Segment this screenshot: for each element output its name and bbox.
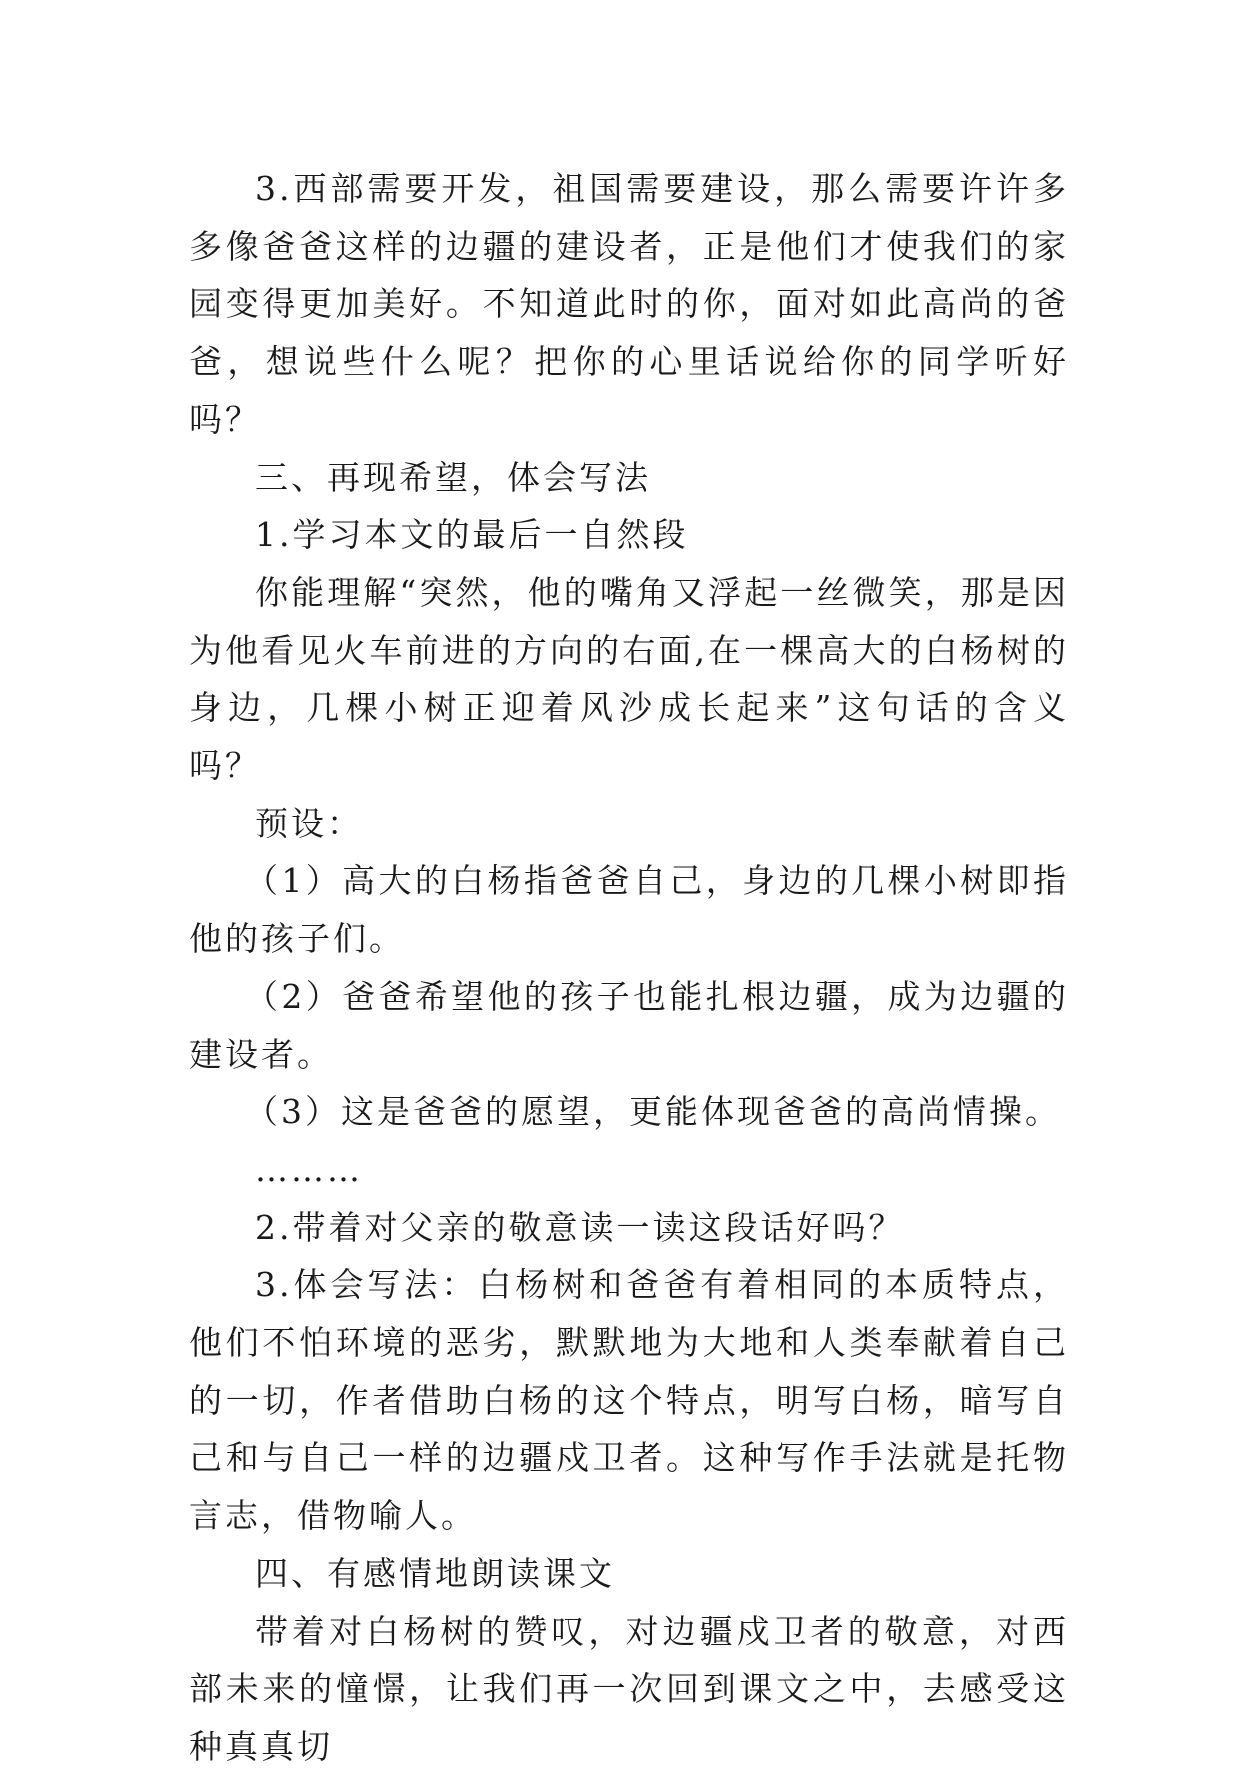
paragraph-question: 你能理解“突然，他的嘴角又浮起一丝微笑，那是因为他看见火车前进的方向的右面,在一棵高大的白杨树的身边，几棵小树正迎着风沙成长起来”这句话的含义吗？ (189, 572, 1069, 786)
preset-item-3: （3）这是爸爸的愿望，更能体现爸爸的高尚情操。 (245, 1092, 1061, 1132)
preset-item-1: （1）高大的白杨指爸爸自己，身边的几棵小树即指他的孩子们。 (189, 861, 1069, 959)
section-heading-four: 四、有感情地朗读课文 (255, 1553, 615, 1593)
paragraph-reading: 带着对白杨树的赞叹，对边疆戍卫者的敬意，对西部未来的憧憬，让我们再一次回到课文之中，去感受这种真真切 (189, 1611, 1069, 1766)
preset-label: 预设： (255, 803, 363, 843)
preset-item-2: （2）爸爸希望他的孩子也能扎根边疆，成为边疆的建设者。 (189, 976, 1069, 1074)
step-2-heading: 2.带着对父亲的敬意读一读这段话好吗？ (255, 1207, 905, 1247)
paragraph-west-development: 3.西部需要开发，祖国需要建设，那么需要许许多多像爸爸这样的边疆的建设者，正是他们才使我们的家园变得更加美好。不知道此时的你，面对如此高尚的爸爸，想说些什么呢？把你的心里话说给你的同学听好吗？ (189, 169, 1069, 439)
paragraph-writing-method: 3.体会写法：白杨树和爸爸有着相同的本质特点，他们不怕环境的恶劣，默默地为大地和人类奉献着自己的一切，作者借助白杨的这个特点，明写白杨，暗写自己和与自己一样的边疆戍卫者。这种写作手法就是托物言志，借物喻人。 (189, 1265, 1069, 1536)
ellipsis: ……… (255, 1149, 363, 1189)
step-1-heading: 1.学习本文的最后一自然段 (255, 515, 689, 555)
document-body (189, 160, 1069, 1776)
section-heading-three: 三、再现希望，体会写法 (255, 457, 651, 497)
